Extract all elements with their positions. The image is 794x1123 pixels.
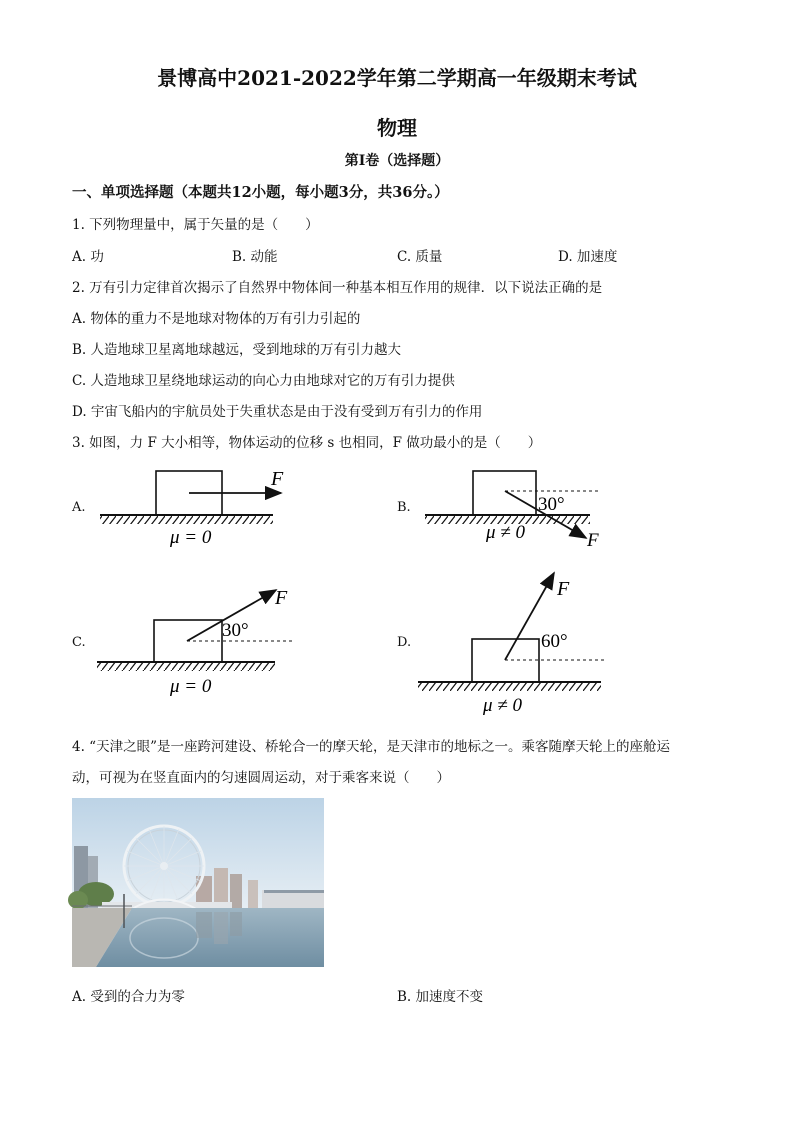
q2-option-d: D. 宇宙飞船内的宇航员处于失重状态是由于没有受到万有引力的作用 [72,404,483,420]
friction-label: μ = 0 [170,527,212,548]
diagram-a-label: A. [72,500,86,515]
section-heading: 一、单项选择题（本题共12小题，每小题3分，共36分。） [72,184,449,201]
q2-option-c: C. 人造地球卫星绕地球运动的向心力由地球对它的万有引力提供 [72,373,455,389]
question-2-stem: 2. 万有引力定律首次揭示了自然界中物体间一种基本相互作用的规律．以下说法正确的是 [72,280,603,296]
diagram-c [95,580,295,700]
diagram-a [95,462,284,550]
diagram-d-label: D. [397,635,412,650]
force-label: F [275,587,288,609]
q2-option-a: A. 物体的重力不是地球对物体的万有引力引起的 [72,311,361,327]
q4-option-a: A. 受到的合力为零 [72,989,185,1005]
q2-option-b: B. 人造地球卫星离地球越远，受到地球的万有引力越大 [72,342,402,358]
volume-title: 第Ⅰ卷（选择题） [344,153,450,169]
ground-hatch [418,683,601,691]
question-4-stem-line2: 动，可视为在竖直面内的匀速圆周运动，对于乘客来说（ ） [72,770,450,786]
force-label: F [271,468,284,490]
exam-title: 景博高中2021-2022学年第二学期高一年级期末考试 [157,66,637,90]
diagram-b [420,462,610,552]
friction-label: μ = 0 [170,676,212,697]
angle-label: 60° [541,631,568,652]
angle-label: 30° [538,494,565,515]
force-label: F [557,578,570,600]
q1-option-c: C. 质量 [397,249,443,265]
ground-hatch [97,663,275,671]
q1-option-b: B. 动能 [232,249,278,265]
diagram-d [415,565,615,720]
friction-label: μ ≠ 0 [483,695,522,716]
diagram-b-label: B. [397,500,411,515]
tianjin-eye-photo [72,798,324,967]
q1-option-a: A. 功 [72,249,104,265]
friction-label: μ ≠ 0 [486,522,525,543]
question-4-stem-line1: 4. “天津之眼”是一座跨河建设、桥轮合一的摩天轮，是天津市的地标之一。乘客随摩天轮上的座舱运 [72,739,670,755]
q4-option-b: B. 加速度不变 [397,989,484,1005]
force-label: F [587,530,599,551]
ground-hatch [100,516,273,524]
question-3-stem: 3. 如图，力 F 大小相等，物体运动的位移 s 也相同，F 做功最小的是（ ） [72,435,542,451]
q1-option-d: D. 加速度 [558,249,618,265]
question-1-stem: 1. 下列物理量中，属于矢量的是（ ） [72,217,319,233]
angle-label: 30° [222,620,249,641]
subject-title: 物理 [377,116,417,140]
diagram-c-label: C. [72,635,86,650]
block [473,471,536,515]
